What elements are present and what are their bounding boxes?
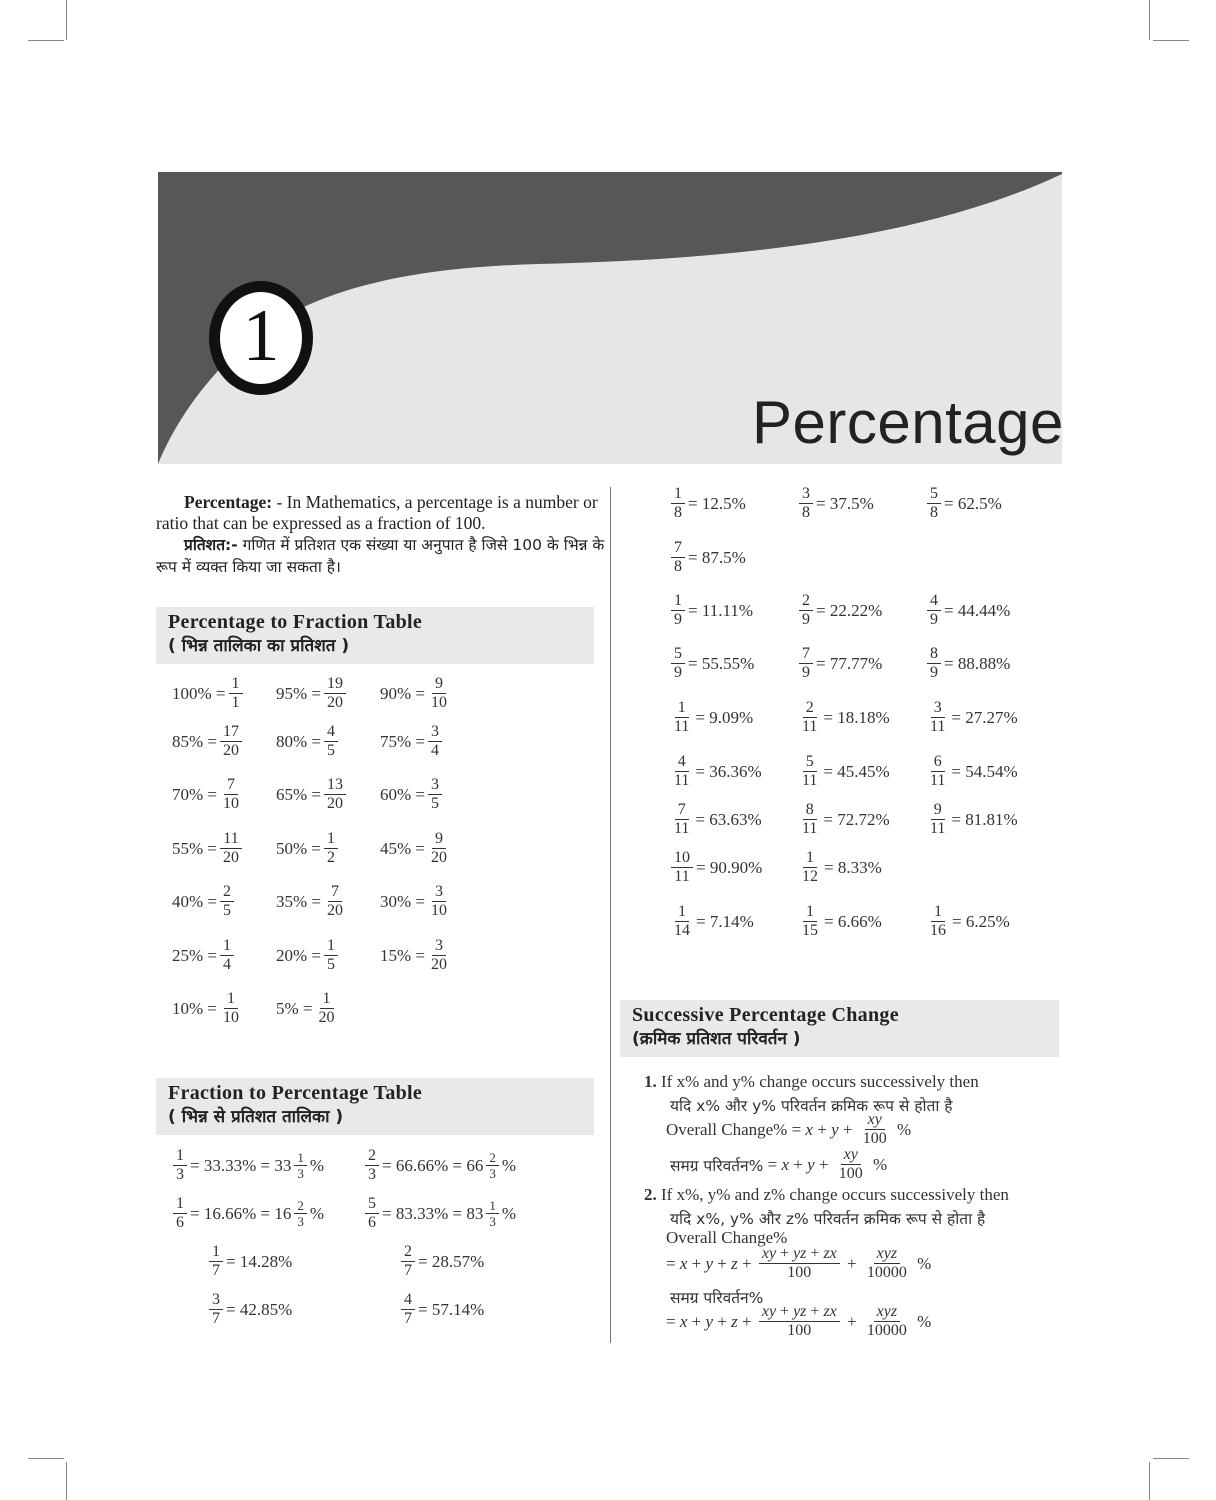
table-item [796, 646, 882, 681]
formula-fraction: $\frac{\text{xyz}}{10000}$ [866, 1303, 907, 1339]
percent-sign: % [501, 1155, 517, 1175]
fraction: $\frac{5}{6}$ [365, 1196, 379, 1231]
table-item [668, 486, 746, 521]
table-item [924, 646, 1010, 681]
section-heading-successive [620, 1000, 1059, 1057]
table-item [796, 700, 890, 735]
fraction: $\frac{1}{3}$ [294, 1151, 307, 1180]
percent-value: = 42.85% [226, 1299, 293, 1319]
percent-value: = 36.36% [695, 761, 762, 781]
fraction: $\frac{2}{3}$ [365, 1148, 379, 1183]
formula-2-line-1 [644, 1185, 1009, 1205]
percent-value: 50% = [276, 838, 321, 858]
percent-value: 35% = [276, 891, 321, 911]
percent-sign: % [501, 1203, 517, 1223]
formula-fraction: $\frac{xy + yz + zx}{100}$ [759, 1246, 840, 1281]
crop-mark [66, 1462, 67, 1500]
percent-value: = 81.81% [951, 809, 1018, 829]
crop-mark [28, 40, 64, 41]
section-heading-pct-to-frac [156, 607, 594, 664]
formula-text-hi: यदि x% और y% परिवर्तन क्रमिक रूप से होता है [670, 1097, 953, 1115]
percent-value: 30% = [380, 891, 425, 911]
fraction: $\frac{3}{5}$ [428, 777, 442, 812]
fraction: $\frac{1}{14}$ [674, 903, 690, 939]
percent-value: = 45.45% [823, 761, 890, 781]
table-item [276, 777, 349, 812]
intro-term-hi: प्रतिशत:- [184, 536, 238, 554]
intro-text-en: - In Mathematics, a percentage is a number or ratio that can be expressed as a fraction of 100. [156, 492, 598, 533]
percent-value: = 6.25% [952, 911, 1010, 931]
fraction: $\frac{1}{4}$ [220, 938, 234, 973]
overall-label-hi: समग्र परिवर्तन% [670, 1289, 764, 1307]
fraction: $\frac{7}{10}$ [223, 776, 239, 812]
fraction: $\frac{4}{7}$ [401, 1292, 415, 1327]
table-item [924, 802, 1018, 837]
table-item [796, 593, 882, 628]
fraction: $\frac{4}{11}$ [674, 753, 690, 789]
table-item [362, 1196, 516, 1231]
table-item [276, 676, 349, 711]
fraction: $\frac{1}{6}$ [173, 1196, 187, 1231]
percent-value: 85% = [172, 731, 217, 751]
percent-value: 55% = [172, 838, 217, 858]
heading-hi: ( भिन्न से प्रतिशत तालिका ) [168, 1107, 344, 1127]
heading-en: Successive Percentage Change [632, 1004, 899, 1026]
table-item [276, 831, 341, 866]
formula-2-overall: = x + y + z + $\frac{xy + yz + zx}{100}$ + $\frac{\text{xyz}}{10000}$ % [666, 1245, 932, 1281]
percent-value: = 55.55% [688, 653, 755, 673]
percent-value: 100% = [172, 683, 226, 703]
formula-number: 1. [644, 1072, 657, 1091]
formula-fraction: $\frac{xy + yz + zx}{100}$ [759, 1304, 840, 1339]
table-item [380, 777, 445, 812]
table-item [276, 938, 341, 973]
intro-text [156, 492, 606, 578]
formula-text-en: If x%, y% and z% change occurs successively then [661, 1185, 1009, 1204]
table-item [668, 700, 753, 735]
fraction: $\frac{17}{20}$ [220, 724, 242, 759]
heading-en: Fraction to Percentage Table [168, 1082, 423, 1104]
formula-fraction: $\frac{\text{xyz}}{10000}$ [866, 1245, 907, 1281]
fraction: $\frac{5}{8}$ [927, 486, 941, 521]
fraction: $\frac{1}{15}$ [802, 903, 818, 939]
fraction: $\frac{6}{11}$ [930, 753, 946, 789]
fraction: $\frac{2}{7}$ [401, 1244, 415, 1279]
chapter-number: 1 [242, 295, 280, 377]
fraction: $\frac{1}{5}$ [324, 938, 338, 973]
crop-mark [1153, 1458, 1189, 1459]
percent-value: = 11.11% [688, 600, 753, 620]
percent-value: = 72.72% [823, 809, 890, 829]
table-item [668, 540, 746, 575]
percent-value: = 88.88% [944, 653, 1011, 673]
table-item [796, 850, 882, 885]
table-item [380, 884, 453, 919]
table-item [924, 904, 1010, 939]
fraction: $\frac{9}{11}$ [930, 801, 946, 837]
formula-number: 2. [644, 1185, 657, 1204]
fraction: $\frac{1}{3}$ [173, 1148, 187, 1183]
table-item [924, 700, 1018, 735]
table-item [668, 904, 754, 939]
percent-value: 90% = [380, 683, 425, 703]
percent-value: = 57.14% [418, 1299, 485, 1319]
fraction: $\frac{1}{20}$ [318, 990, 335, 1026]
percent-value: 70% = [172, 784, 217, 804]
fraction: $\frac{3}{10}$ [431, 883, 447, 919]
table-item [924, 754, 1018, 789]
fraction: $\frac{2}{11}$ [802, 699, 818, 735]
formula-2-line-2 [670, 1207, 985, 1229]
formula-text-en: If x% and y% change occurs successively then [661, 1072, 979, 1091]
table-item [796, 754, 890, 789]
fraction: $\frac{2}{3}$ [486, 1151, 499, 1180]
table-item [796, 486, 874, 521]
fraction: $\frac{7}{8}$ [671, 540, 685, 575]
percent-value: 25% = [172, 945, 217, 965]
fraction: $\frac{7}{9}$ [799, 646, 813, 681]
percent-value: = 27.27% [951, 707, 1018, 727]
crop-mark [66, 0, 67, 40]
table-item [172, 777, 245, 812]
percent-value: = 44.44% [944, 600, 1011, 620]
table-item [398, 1244, 484, 1279]
percent-value: = 12.5% [688, 493, 746, 513]
percent-value: = 37.5% [816, 493, 874, 513]
formula-1-overall: Overall Change% = x + y + $\frac{xy}{100}$ % [666, 1111, 912, 1147]
fraction: $\frac{13}{20}$ [324, 777, 346, 812]
percent-value: = 77.77% [816, 653, 883, 673]
table-item [172, 676, 246, 711]
percent-value: 95% = [276, 683, 321, 703]
crop-mark [1153, 40, 1189, 41]
fraction: $\frac{1}{10}$ [223, 990, 239, 1026]
fraction: $\frac{7}{11}$ [674, 801, 690, 837]
table-item [172, 831, 245, 866]
table-item [398, 1292, 484, 1327]
fraction: $\frac{1}{1}$ [229, 676, 243, 711]
fraction: $\frac{7}{20}$ [327, 883, 343, 919]
table-item [276, 724, 341, 759]
table-item [668, 754, 762, 789]
percent-value: = 62.5% [944, 493, 1002, 513]
table-item [276, 991, 341, 1026]
table-item [362, 1148, 516, 1183]
percent-value: 10% = [172, 998, 217, 1018]
formula-text-hi: यदि x%, y% और z% परिवर्तन क्रमिक रूप से होता है [670, 1210, 986, 1228]
percent-value: 65% = [276, 784, 321, 804]
percent-value: = 6.66% [824, 911, 882, 931]
formula-1-hi-overall: समग्र परिवर्तन% = x + y + $\frac{xy}{100}$ % [670, 1146, 888, 1182]
percent-value: 15% = [380, 945, 425, 965]
fraction: $\frac{9}{10}$ [431, 675, 447, 711]
fraction: $\frac{3}{20}$ [431, 937, 447, 973]
table-item [668, 802, 762, 837]
fraction: $\frac{1}{12}$ [802, 849, 818, 885]
formula-2-hi-overall: = x + y + z + $\frac{xy + yz + zx}{100}$ + $\frac{\text{xyz}}{10000}$ % [666, 1303, 932, 1339]
fraction: $\frac{2}{5}$ [220, 884, 234, 919]
percent-value: = 7.14% [696, 911, 754, 931]
table-item [668, 850, 762, 885]
table-item [924, 593, 1010, 628]
table-item [206, 1244, 292, 1279]
percent-value: 20% = [276, 945, 321, 965]
percent-value: 45% = [380, 838, 425, 858]
percent-value: = 14.28% [226, 1251, 293, 1271]
table-item [668, 593, 753, 628]
percent-value: = 54.54% [951, 761, 1018, 781]
table-item [172, 938, 237, 973]
table-item [380, 724, 445, 759]
fraction: $\frac{1}{8}$ [671, 486, 685, 521]
heading-en: Percentage to Fraction Table [168, 611, 423, 633]
table-item [172, 884, 237, 919]
crop-mark [1149, 0, 1150, 40]
fraction: $\frac{9}{20}$ [431, 830, 447, 866]
percent-value: = 28.57% [418, 1251, 485, 1271]
table-item [206, 1292, 292, 1327]
intro-term-en: Percentage: [184, 492, 273, 512]
table-item [276, 884, 349, 919]
fraction: $\frac{11}{20}$ [220, 831, 242, 866]
fraction: $\frac{1}{9}$ [671, 593, 685, 628]
fraction: $\frac{1}{3}$ [486, 1199, 499, 1228]
intro-text-hi: गणित में प्रतिशत एक संख्या या अनुपात है जिसे 100 के भिन्न के रूप में व्यक्त किया जा सकता है। [156, 536, 605, 576]
table-item [170, 1196, 324, 1231]
table-item [170, 1148, 324, 1183]
percent-value: = 8.33% [824, 857, 882, 877]
fraction: $\frac{4}{5}$ [324, 724, 338, 759]
percent-value: = 18.18% [823, 707, 890, 727]
fraction: $\frac{5}{9}$ [671, 646, 685, 681]
chapter-title: Percentage [752, 389, 1064, 456]
percent-value: 5% = [276, 998, 313, 1018]
table-item [924, 486, 1002, 521]
table-item [380, 831, 453, 866]
percent-sign: % [309, 1155, 325, 1175]
formula-1-line-1 [644, 1072, 979, 1092]
percent-value: 60% = [380, 784, 425, 804]
section-heading-frac-to-pct [156, 1078, 594, 1135]
fraction: $\frac{8}{9}$ [927, 646, 941, 681]
crop-mark [28, 1458, 64, 1459]
fraction: $\frac{3}{11}$ [930, 699, 946, 735]
percent-value: = 33.33% = 33 [190, 1155, 292, 1175]
fraction: $\frac{3}{8}$ [799, 486, 813, 521]
percent-value: = 87.5% [688, 547, 746, 567]
formula-fraction: $\frac{xy}{100}$ [862, 1111, 887, 1147]
table-item [380, 676, 453, 711]
formula-fraction: $\frac{xy}{100}$ [838, 1146, 863, 1182]
percent-value: = 63.63% [695, 809, 762, 829]
column-divider [610, 487, 611, 1343]
fraction: $\frac{3}{4}$ [428, 724, 442, 759]
overall-label: Overall Change% [666, 1228, 788, 1247]
fraction: $\frac{2}{3}$ [294, 1199, 307, 1228]
percent-value: = 66.66% = 66 [382, 1155, 484, 1175]
fraction: $\frac{5}{11}$ [802, 753, 818, 789]
percent-value: = 16.66% = 16 [190, 1203, 292, 1223]
table-item [668, 646, 754, 681]
table-item [796, 802, 890, 837]
fraction: $\frac{1}{7}$ [209, 1244, 223, 1279]
fraction: $\frac{19}{20}$ [324, 676, 346, 711]
overall-label-hi: समग्र परिवर्तन% [670, 1156, 764, 1175]
fraction: $\frac{1}{11}$ [674, 699, 690, 735]
crop-mark [1149, 1462, 1150, 1500]
heading-hi: ( भिन्न तालिका का प्रतिशत ) [168, 636, 350, 656]
percent-value: = 9.09% [695, 707, 754, 727]
fraction: $\frac{2}{9}$ [799, 593, 813, 628]
percent-value: = 90.90% [696, 857, 763, 877]
table-item [172, 724, 245, 759]
overall-label: Overall Change% [666, 1119, 788, 1139]
heading-hi: (क्रमिक प्रतिशत परिवर्तन ) [632, 1029, 801, 1049]
percent-value: = 83.33% = 83 [382, 1203, 484, 1223]
table-item [380, 938, 453, 973]
percent-value: 75% = [380, 731, 425, 751]
fraction: $\frac{3}{7}$ [209, 1292, 223, 1327]
percent-sign: % [309, 1203, 325, 1223]
percent-value: 40% = [172, 891, 217, 911]
fraction: $\frac{1}{2}$ [324, 831, 338, 866]
table-item [172, 991, 245, 1026]
fraction: $\frac{10}{11}$ [671, 850, 693, 885]
fraction: $\frac{8}{11}$ [802, 801, 818, 837]
percent-value: 80% = [276, 731, 321, 751]
fraction: $\frac{4}{9}$ [927, 593, 941, 628]
percent-value: = 22.22% [816, 600, 883, 620]
table-item [796, 904, 882, 939]
fraction: $\frac{1}{16}$ [930, 903, 946, 939]
